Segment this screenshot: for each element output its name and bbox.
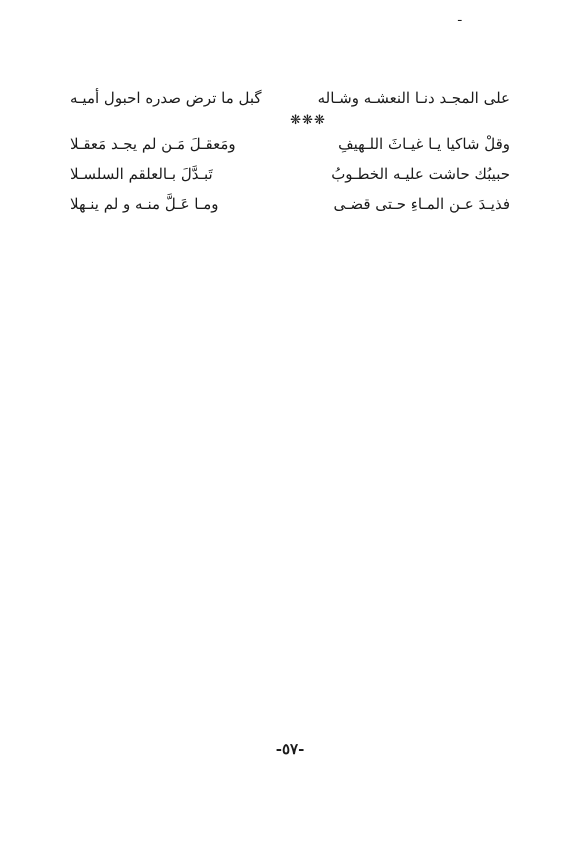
opening-right-hemistich: على المجـد دنـا النعشـه وشـاله	[317, 89, 510, 107]
verse-right-hemistich: حبيبُك حاشت عليـه الخطـوبُ	[331, 165, 510, 183]
corner-mark: ـ	[458, 10, 462, 24]
page-number: -٥٧-	[275, 740, 305, 758]
verse-line	[70, 132, 510, 162]
verse-left-hemistich: ومَعقـلَ مَـن لم يجـد مَعقـلا	[70, 135, 236, 153]
verse-left-hemistich: تَبـدَّلَ بـالعلقم السلسـلا	[70, 165, 213, 183]
verse-right-hemistich: فذيـدَ عـن المـاءِ حـتى قضـى	[333, 195, 510, 213]
verse-line	[70, 162, 510, 192]
verse-right-hemistich: وقلْ شاكيا يـا غيـاثَ اللـهيفِ	[338, 135, 510, 153]
verse-line	[70, 192, 510, 222]
poem-block	[70, 86, 510, 222]
ornament-divider: ❋❋❋	[290, 113, 326, 128]
opening-left-hemistich: گبل ما ترض صدره احبول أميـه	[70, 89, 262, 107]
opening-verse-line	[70, 86, 510, 110]
verse-left-hemistich: ومـا عَـلَّ منـه و لم ينـهلا	[70, 195, 219, 213]
